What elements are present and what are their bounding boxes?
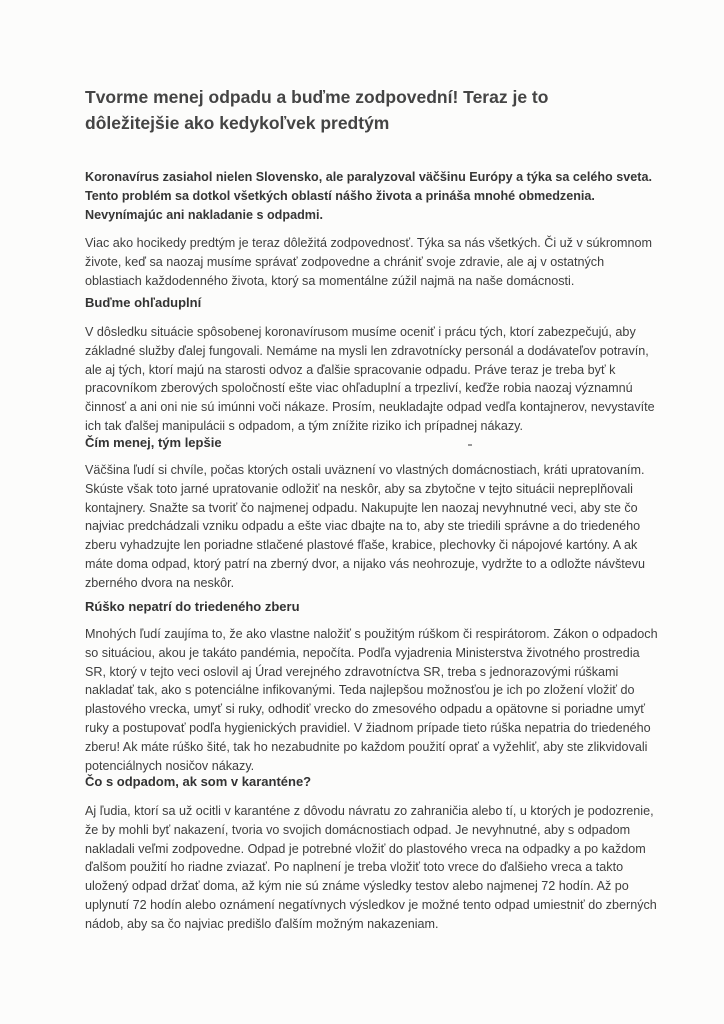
section-heading-buďme-ohladuplni: Buďme ohľaduplní	[85, 295, 202, 310]
section-text-buďme-ohladuplni: V dôsledku situácie spôsobenej koronavírusom musíme oceniť i prácu tých, ktorí zabezpečujú, aby základné služby ďalej fungovali. Nemáme na mysli len zdravotnícky personál a dodávateľov potravín, ale aj tých, ktorí majú na starosti odvoz a ďalšie spracovanie odpadu. Práve teraz je treba byť k pracovníkom zberových spoločností ešte viac ohľaduplní a trpezliví, keďže robia naozaj významnú činnosť a ani oni nie sú imúnni voči nákaze. Prosím, neukladajte odpad vedľa kontajnerov, nevystavíte ich tak ďalšej manipulácii s odpadom, a tým znížite riziko ich prípadnej nákazy.	[85, 325, 655, 433]
section-heading-rusko: Rúško nepatrí do triedeného zberu	[85, 599, 300, 614]
intro-paragraph: Viac ako hocikedy predtým je teraz dôležitá zodpovednosť. Týka sa nás všetkých. Či už v súkromnom živote, keď sa naozaj musíme správať zodpovedne a chrániť svoje zdravie, ale aj v ostatných oblastiach každodenného života, ktorý sa momentálne zúžil najmä na naše domácnosti.	[85, 236, 653, 288]
lead-paragraph: Koronavírus zasiahol nielen Slovensko, ale paralyzoval väčšinu Európy a týka sa celého sveta. Tento problém sa dotkol všetkých oblastí nášho života a prináša mnohé obmedzenia. Nevynímajúc ani nakladanie s odpadmi.	[85, 170, 652, 222]
section-heading-cim-menej: Čím menej, tým lepšie	[85, 435, 222, 450]
section-text-cim-menej: Väčšina ľudí si chvíle, počas ktorých ostali uväznení vo vlastných domácnostiach, kráti upratovaním. Skúste však toto jarné upratovanie odložiť na neskôr, aby sa zbytočne v tejto situácii nepreplňovali kontajnery. Snažte sa tvoriť čo najmenej odpadu. Nakupujte len naozaj nevyhnutné veci, aby ste čo najviac predchádzali vzniku odpadu a ešte viac dbajte na to, aby ste triedili správne a do triedeného zberu vyhadzujte len poriadne stlačené plastové fľaše, krabice, plechovky či nápojové kartóny. A ak máte doma odpad, ktorý patrí na zberný dvor, a nijako vás neohrozuje, vydržte to a odložte návštevu zberného dvora na neskôr.	[85, 463, 646, 590]
section-text-rusko: Mnohých ľudí zaujíma to, že ako vlastne naložiť s použitým rúškom či respirátorom. Zákon o odpadoch so situáciou, akou je takáto pandémia, nepočíta. Podľa vyjadrenia Ministerstva životného prostredia SR, ktorý v tejto veci oslovil aj Úrad verejného zdravotníctva SR, treba s jednorazovými rúškami nakladať tak, ako s potenciálne infikovanými. Teda najlepšou možnosťou je ich po zložení vložiť do plastového vrecka, umyť si ruky, odhodiť vrecko do zmesového odpadu a opätovne si poriadne umyť ruky a postupovať podľa hygienických pravidiel. V žiadnom prípade tieto rúška nepatria do triedeného zberu! Ak máte rúško šité, tak ho nezabudnite po každom použití oprať a vyžehliť, aby ste zlikvidovali potenciálnych nosičov nákazy.	[85, 627, 658, 773]
section-heading-karantena: Čo s odpadom, ak som v karanténe?	[85, 774, 312, 789]
section-text-karantena: Aj ľudia, ktorí sa už ocitli v karanténe z dôvodu návratu zo zahraničia alebo tí, u ktorých je podozrenie, že by mohli byť nakazení, tvoria vo svojich domácnostiach odpad. Je nevyhnutné, aby s odpadom nakladali veľmi zodpovedne. Odpad je potrebné vložiť do plastového vreca na odpadky a po každom ďalšom použití ho riadne zviazať. Po naplnení je treba vložiť toto vrece do ďalšieho vreca a takto uložený odpad držať doma, až kým nie sú známe výsledky testov alebo najmenej 72 hodín. Až po uplynutí 72 hodín alebo oznámení negatívnych výsledkov je možné tento odpad umiestniť do zberných nádob, aby sa čo najviac predišlo ďalším možným nakazeniam.	[85, 804, 657, 931]
scan-speck	[468, 444, 472, 446]
document-title: Tvorme menej odpadu a buďme zodpovední! Teraz je to dôležitejšie ako kedykoľvek predtým	[85, 87, 549, 133]
